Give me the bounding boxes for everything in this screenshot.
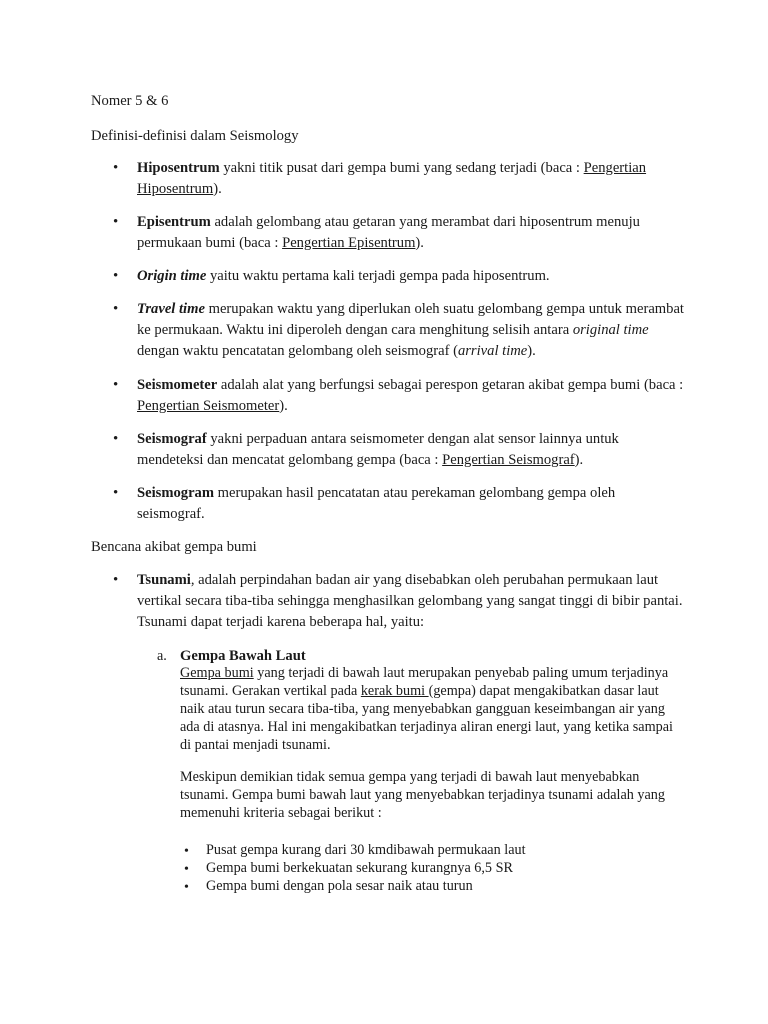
definition-tail: ). xyxy=(213,181,222,197)
criteria-item: Pusat gempa kurang dari 30 kmdibawah permukaan laut xyxy=(206,842,526,858)
tsunami-text: , adalah perpindahan badan air yang disebabkan oleh perubahan permukaan laut vertikal secara tiba-tiba sehingga menghasilkan gelombang yang sangat tinggi di bibir pantai. Tsunami dapat terjadi karena beberapa hal, yaitu: xyxy=(137,572,683,630)
definition-text: dengan waktu pencatatan gelombang oleh seismograf ( xyxy=(137,343,458,359)
section-title-definitions: Definisi-definisi dalam Seismology xyxy=(91,128,299,144)
definition-term: Origin time xyxy=(137,268,207,284)
definition-term: Seismometer xyxy=(137,377,218,393)
link-pengertian-hiposentrum[interactable]: Pengertian Hiposentrum xyxy=(137,160,647,197)
definition-text: yakni perpaduan antara seismometer dengan alat sensor lainnya untuk mendeteksi dan mencatat gelombang gempa (baca : xyxy=(137,431,619,468)
link-pengertian-seismograf[interactable]: Pengertian Seismograf xyxy=(442,452,575,468)
bullet-icon xyxy=(113,483,123,504)
definition-text: yakni titik pusat dari gempa bumi yang sedang terjadi (baca : xyxy=(219,160,584,176)
link-gempa-bumi[interactable]: Gempa bumi xyxy=(180,665,254,681)
definition-item-origin-time xyxy=(137,266,685,287)
document-heading: Nomer 5 & 6 xyxy=(91,93,169,109)
definition-text: adalah gelombang atau getaran yang merambat dari hiposentrum menuju permukaan bumi (baca : xyxy=(137,214,640,251)
bullet-icon xyxy=(113,570,123,591)
bullet-icon xyxy=(113,299,123,320)
definition-tail: ). xyxy=(574,452,584,468)
bullet-icon xyxy=(113,266,123,287)
definition-tail: ). xyxy=(527,343,536,359)
bullet-icon xyxy=(184,877,194,898)
definition-tail: ). xyxy=(279,398,288,414)
definition-text: adalah alat yang berfungsi sebagai perespon getaran akibat gempa bumi (baca : xyxy=(217,377,684,393)
sub-title-gempa-bawah-laut: Gempa Bawah Laut xyxy=(180,648,306,664)
link-pengertian-episentrum[interactable]: Pengertian Episentrum xyxy=(282,235,416,251)
definition-item-seismogram xyxy=(137,483,685,525)
sub-marker-a: a. xyxy=(157,648,167,664)
paragraph-text: (gempa) dapat mengakibatkan dasar laut naik atau turun secara tiba-tiba, yang menyebabkan gangguan keseimbangan air yang ada di atasnya. Hal ini mengakibatkan terjadinya aliran energi laut, yang ketika sampai di pantai menjadi tsunami. xyxy=(180,683,673,753)
definition-term: Travel time xyxy=(137,301,205,317)
bullet-icon xyxy=(113,158,123,179)
definition-text: merupakan hasil pencatatan atau perekaman gelombang gempa oleh seismograf. xyxy=(137,485,616,522)
link-pengertian-seismometer[interactable]: Pengertian Seismometer xyxy=(137,398,280,414)
criteria-item: Gempa bumi dengan pola sesar naik atau turun xyxy=(206,878,473,894)
definition-text: yaitu waktu pertama kali terjadi gempa pada hiposentrum. xyxy=(206,268,550,284)
definition-item-travel-time xyxy=(137,299,685,362)
definition-term: Hiposentrum xyxy=(137,160,220,176)
criteria-item: Gempa bumi berkekuatan sekurang kurangnya 6,5 SR xyxy=(206,860,513,876)
bullet-icon xyxy=(113,212,123,233)
section-title-bencana: Bencana akibat gempa bumi xyxy=(91,539,257,555)
sub-a-paragraph-1 xyxy=(180,664,680,754)
definition-item-seismometer xyxy=(137,375,685,417)
tsunami-item xyxy=(137,570,685,633)
sub-a-paragraph-2: Meskipun demikian tidak semua gempa yang terjadi di bawah laut menyebabkan tsunami. Gempa bumi bawah laut yang menyebabkan terjadinya tsunami adalah yang memenuhi kriteria sebagai berikut : xyxy=(180,769,665,821)
definition-term: Seismogram xyxy=(137,485,215,501)
bullet-icon xyxy=(113,429,123,450)
italic-term: arrival time xyxy=(457,343,528,359)
definition-item-episentrum xyxy=(137,212,685,254)
definition-item-hiposentrum xyxy=(137,158,685,200)
paragraph-text: yang terjadi di bawah laut merupakan penyebab paling umum terjadinya tsunami. Gerakan vertikal pada xyxy=(180,665,669,699)
definition-term: Episentrum xyxy=(137,214,211,230)
definition-item-seismograf xyxy=(137,429,685,471)
link-kerak-bumi[interactable]: kerak bumi xyxy=(360,683,429,699)
italic-term: original time xyxy=(572,322,649,338)
tsunami-term: Tsunami xyxy=(137,572,191,588)
bullet-icon xyxy=(113,375,123,396)
definition-tail: ). xyxy=(415,235,424,251)
definition-term: Seismograf xyxy=(137,431,207,447)
definition-text: merupakan waktu yang diperlukan oleh suatu gelombang gempa untuk merambat ke permukaan. Waktu ini diperoleh dengan cara menghitung selisih antara xyxy=(137,301,684,338)
